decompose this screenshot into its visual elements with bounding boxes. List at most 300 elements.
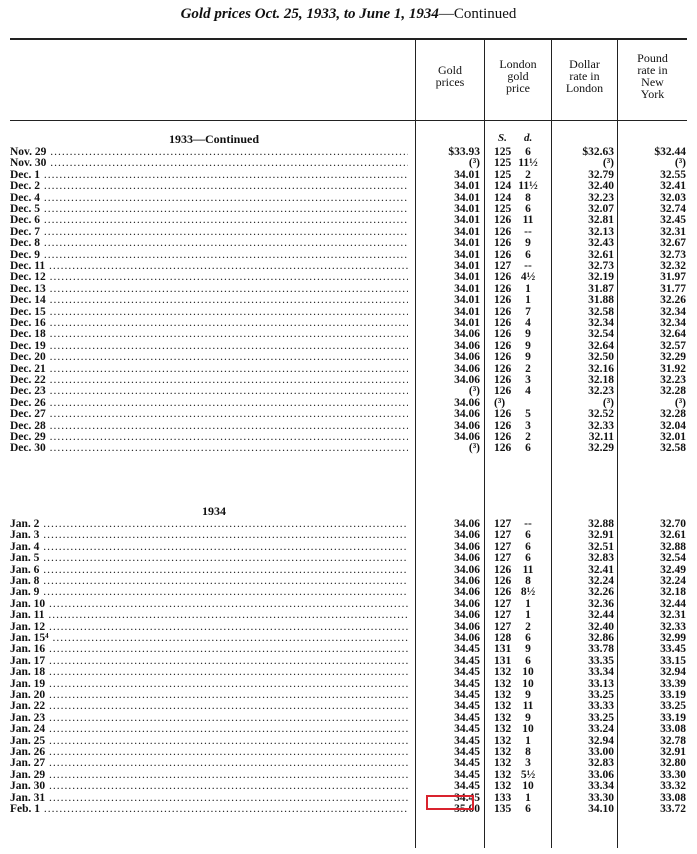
table-row [10,565,687,576]
gold-price-cell: 34.06 [454,597,480,610]
pence-cell: 6 [525,632,531,644]
dollar-rate-cell: 31.87 [588,282,614,295]
pound-rate-cell: 33.08 [660,723,686,736]
row-date: Jan. 30 ..... [10,781,408,792]
pound-rate-cell: 33.19 [660,711,686,724]
dollar-rate-cell: 32.58 [588,305,614,318]
pound-rate-cell: 32.88 [660,540,686,553]
pound-rate-cell: (³) [674,157,686,170]
dollar-rate-cell: 34.10 [588,803,614,815]
gold-price-cell: 34.06 [454,351,480,364]
row-date: Jan. 15⁴ ..... [10,633,408,644]
dollar-rate-cell: 32.86 [588,632,614,644]
pound-rate-cell: 32.57 [660,339,686,352]
dollar-rate-cell: 33.33 [588,700,614,713]
pound-rate-cell: 32.67 [660,237,686,250]
table-row [10,227,687,238]
pence-cell: 8 [525,191,531,204]
pound-rate-cell: 31.92 [660,362,686,375]
gold-price-cell: 34.06 [454,529,480,542]
shillings-cell: 126 [494,385,512,398]
pence-cell: 6 [525,529,531,542]
dollar-rate-cell: 32.51 [588,540,614,553]
title-suffix: —Continued [438,6,517,22]
table-row [10,804,687,815]
dollar-rate-cell: 32.11 [588,431,614,443]
dollar-rate-cell: 32.23 [588,385,614,398]
dollar-rate-cell: 32.16 [588,362,614,375]
pound-rate-cell: 32.04 [660,419,686,432]
pence-cell: -- [524,518,532,530]
gold-price-cell: 34.45 [454,746,480,758]
gold-price-cell: 34.45 [454,711,480,724]
dollar-rate-cell: 32.13 [588,225,614,238]
table-row [10,284,687,295]
pound-rate-cell: 31.77 [660,282,686,295]
pound-rate-cell: 32.34 [660,317,686,329]
shillings-cell: 132 [494,723,512,736]
gold-price-cell: 34.06 [454,339,480,352]
shillings-cell: 132 [494,677,512,690]
pound-rate-cell: 32.91 [660,746,686,758]
pound-rate-cell: 33.32 [660,780,686,793]
gold-price-cell: 34.45 [454,768,480,781]
row-date: Dec. 7 ..... [10,227,408,238]
gold-price-cell: 34.01 [454,214,480,227]
shillings-cell: 124 [494,180,512,193]
pence-cell: 10 [522,780,534,793]
pound-rate-cell: 32.32 [660,260,686,272]
shillings-cell: 132 [494,768,512,781]
table-row [10,329,687,340]
row-date: Jan. 8 ..... [10,576,408,587]
table-row [10,364,687,375]
shillings-cell: 126 [494,317,512,329]
dollar-rate-cell: 33.78 [588,643,614,656]
pound-rate-cell: 32.74 [660,203,686,215]
table-row [10,147,687,158]
pound-rate-cell: 32.78 [660,734,686,747]
dollar-rate-cell: 32.07 [588,203,614,215]
gold-price-cell: 34.06 [454,362,480,375]
dollar-rate-cell: 32.24 [588,575,614,587]
dollar-rate-cell: $32.63 [582,146,614,158]
row-date: Dec. 19 ..... [10,341,408,352]
pound-rate-cell: 32.26 [660,294,686,307]
table-row [10,793,687,804]
row-date: Dec. 22 ..... [10,375,408,386]
pound-rate-cell: 32.29 [660,351,686,364]
dollar-rate-cell: 32.41 [588,563,614,576]
shillings-cell: 132 [494,700,512,713]
row-date: Jan. 23 ..... [10,713,408,724]
pence-cell: 9 [525,689,531,701]
gold-price-cell: 34.01 [454,294,480,307]
gold-price-cell: 34.06 [454,408,480,421]
gold-price-cell: (³) [468,385,480,398]
table-row [10,398,687,409]
shillings-cell: 133 [494,791,512,804]
gold-price-cell: 34.01 [454,317,480,329]
pence-cell: 3 [525,419,531,432]
row-date: Dec. 6 ..... [10,215,408,226]
gold-price-cell: 34.45 [454,643,480,656]
dollar-rate-cell: 32.64 [588,339,614,352]
shillings-cell: 126 [494,271,512,284]
shillings-cell: 132 [494,666,512,679]
pence-cell: 11 [522,563,534,576]
row-date: Dec. 21 ..... [10,364,408,375]
pound-rate-cell: (³) [674,396,686,409]
row-date: Jan. 2 ..... [10,519,408,530]
pound-rate-cell: 33.30 [660,768,686,781]
pence-cell: 3 [525,757,531,770]
row-date: Jan. 17 ..... [10,656,408,667]
gold-price-cell: 34.45 [454,734,480,747]
dollar-rate-cell: 32.61 [588,248,614,261]
dollar-rate-cell: 32.83 [588,757,614,770]
row-date: Dec. 1 ..... [10,170,408,181]
shillings-cell: 126 [494,225,512,238]
table-row [10,432,687,443]
gold-price-cell: 34.01 [454,305,480,318]
row-date: Jan. 26 ..... [10,747,408,758]
table-row [10,307,687,318]
header-gold: Gold prices [435,63,465,89]
header-dollar: Dollar rate in London [565,57,604,95]
gold-price-cell: 34.45 [454,723,480,736]
pence-cell: 11½ [518,157,538,170]
pound-rate-cell: 32.80 [660,757,686,770]
pence-cell: 6 [525,248,531,261]
shillings-cell: 132 [494,757,512,770]
shillings-cell: (³) [494,396,506,409]
gold-price-cell: 34.06 [454,419,480,432]
pence-cell: -- [524,225,532,238]
table-row [10,610,687,621]
row-date: Jan. 3 ..... [10,530,408,541]
highlight-box [426,795,474,810]
dollar-rate-cell: 33.24 [588,723,614,736]
section-label-1933: 1933—Continued [168,132,260,146]
table-row [10,238,687,249]
dollar-rate-cell: 32.19 [588,271,614,284]
row-date: Dec. 30 ..... [10,443,408,454]
pound-rate-cell: 32.49 [660,563,686,576]
pence-cell: 1 [525,294,531,307]
pence-cell: 5½ [520,768,536,781]
table-row [10,770,687,781]
dollar-rate-cell: 32.81 [588,214,614,227]
pence-cell: 6 [525,552,531,565]
table-row [10,250,687,261]
row-date: Dec. 11 ..... [10,261,408,272]
dollar-rate-cell: 33.34 [588,666,614,679]
shillings-cell: 131 [494,643,512,656]
shillings-cell: 132 [494,780,512,793]
dollar-rate-cell: 32.44 [588,609,614,622]
pence-cell: 8 [525,575,531,587]
row-date: Jan. 29 ..... [10,770,408,781]
shillings-cell: 126 [494,282,512,295]
table-row [10,204,687,215]
table-row [10,341,687,352]
row-date: Jan. 24 ..... [10,724,408,735]
pence-cell: 6 [525,146,531,158]
row-date: Dec. 12 ..... [10,272,408,283]
row-date: Dec. 13 ..... [10,284,408,295]
row-date: Jan. 27 ..... [10,758,408,769]
shillings-cell: 126 [494,339,512,352]
pence-cell: 9 [525,237,531,250]
pence-cell: 1 [525,597,531,610]
pence-label: d. [524,132,533,144]
pence-cell: 1 [525,791,531,804]
pound-rate-cell: 32.45 [660,214,686,227]
pence-cell: 9 [525,711,531,724]
title-main: Gold prices Oct. 25, 1933, to June 1, 1934 [180,6,439,22]
pence-cell: 6 [525,803,531,815]
pence-cell: 11 [522,214,534,227]
gold-price-cell: 34.01 [454,271,480,284]
pence-cell: 4 [525,385,531,398]
pound-rate-cell: 32.61 [660,529,686,542]
table-row [10,633,687,644]
header-rule [10,120,687,121]
header-london: London gold price [499,57,537,95]
row-date: Dec. 15 ..... [10,307,408,318]
table-row [10,272,687,283]
shillings-cell: 126 [494,214,512,227]
dollar-rate-cell: 31.88 [588,294,614,307]
pound-rate-cell: $32.44 [654,146,686,158]
pence-cell: 1 [525,282,531,295]
dollar-rate-cell: 32.83 [588,552,614,565]
table-row [10,409,687,420]
gold-price-cell: 34.06 [454,374,480,386]
row-date: Dec. 4 ..... [10,193,408,204]
gold-price-cell: 34.45 [454,677,480,690]
shillings-cell: 126 [494,374,512,386]
shillings-cell: 127 [494,552,512,565]
table-row [10,530,687,541]
gold-price-cell: 34.06 [454,540,480,553]
gold-price-cell: 34.06 [454,632,480,644]
table-row [10,781,687,792]
dollar-rate-cell: 33.25 [588,711,614,724]
pence-cell: 10 [522,723,534,736]
dollar-rate-cell: 33.34 [588,780,614,793]
table-row [10,519,687,530]
pound-rate-cell: 33.72 [660,803,686,815]
row-date: Jan. 11 ..... [10,610,408,621]
dollar-rate-cell: 32.40 [588,620,614,633]
pound-rate-cell: 33.15 [660,654,686,667]
shillings-cell: 132 [494,734,512,747]
dollar-rate-cell: 33.35 [588,654,614,667]
table-row [10,599,687,610]
shillings-cell: 126 [494,351,512,364]
page-title [0,6,697,23]
pound-rate-cell: 32.28 [660,385,686,398]
gold-price-cell: 34.06 [454,396,480,409]
shillings-cell: 127 [494,540,512,553]
pence-cell: 6 [525,442,531,455]
row-date: Jan. 5 ..... [10,553,408,564]
table-row [10,386,687,397]
table-row [10,747,687,758]
gold-price-cell: 34.01 [454,191,480,204]
pound-rate-cell: 33.08 [660,791,686,804]
row-date: Jan. 12 ..... [10,622,408,633]
row-date: Jan. 16 ..... [10,644,408,655]
row-date: Dec. 26 ..... [10,398,408,409]
table-row [10,701,687,712]
gold-price-cell: 34.45 [454,654,480,667]
table-row [10,421,687,432]
table-row [10,736,687,747]
gold-price-cell: 34.06 [454,586,480,599]
table-row [10,542,687,553]
dollar-rate-cell: 32.33 [588,419,614,432]
dollar-rate-cell: 32.26 [588,586,614,599]
table-row [10,758,687,769]
shillings-cell: 126 [494,237,512,250]
row-date: Dec. 27 ..... [10,409,408,420]
pence-cell: 3 [525,374,531,386]
shillings-cell: 126 [494,586,512,599]
pence-cell: 6 [525,654,531,667]
row-date: Jan. 31 ..... [10,793,408,804]
shillings-cell: 132 [494,689,512,701]
pound-rate-cell: 32.24 [660,575,686,587]
row-date: Jan. 25 ..... [10,736,408,747]
shillings-cell: 127 [494,609,512,622]
pound-rate-cell: 32.01 [660,431,686,443]
gold-price-cell: 34.01 [454,168,480,181]
row-date: Feb. 1 ..... [10,804,408,815]
table-row [10,576,687,587]
table-row [10,690,687,701]
pence-cell: 2 [525,168,531,181]
table-row [10,679,687,690]
dollar-rate-cell: 32.94 [588,734,614,747]
shillings-cell: 127 [494,597,512,610]
gold-price-cell: 34.01 [454,260,480,272]
shillings-cell: 126 [494,328,512,341]
table-row [10,667,687,678]
table-row [10,352,687,363]
row-date: Dec. 18 ..... [10,329,408,340]
gold-price-cell: 34.45 [454,666,480,679]
table-row [10,215,687,226]
dollar-rate-cell: 32.18 [588,374,614,386]
table-row [10,724,687,735]
gold-price-cell: (³) [468,442,480,455]
row-date: Jan. 4 ..... [10,542,408,553]
pound-rate-cell: 32.28 [660,408,686,421]
shillings-cell: 125 [494,203,512,215]
pence-cell: 9 [525,643,531,656]
pound-rate-cell: 32.70 [660,518,686,530]
table-row [10,181,687,192]
dollar-rate-cell: 32.79 [588,168,614,181]
table-row [10,375,687,386]
gold-price-cell: 34.45 [454,700,480,713]
dollar-rate-cell: 32.54 [588,328,614,341]
pound-rate-cell: 32.44 [660,597,686,610]
shillings-cell: 126 [494,408,512,421]
shillings-cell: 126 [494,305,512,318]
pence-cell: 4 [525,317,531,329]
pence-cell: 5 [525,408,531,421]
row-date: Jan. 6 ..... [10,565,408,576]
pound-rate-cell: 32.41 [660,180,686,193]
shillings-label: S. [498,132,507,144]
shillings-cell: 127 [494,518,512,530]
pence-cell: 9 [525,339,531,352]
row-date: Nov. 29 ..... [10,147,408,158]
header-pound: Pound rate in New York [637,51,668,101]
pound-rate-cell: 32.64 [660,328,686,341]
gold-price-cell: $33.93 [448,146,480,158]
shillings-cell: 126 [494,248,512,261]
dollar-rate-cell: 33.00 [588,746,614,758]
gold-price-cell: 34.06 [454,552,480,565]
row-date: Jan. 20 ..... [10,690,408,701]
dollar-rate-cell: 33.25 [588,689,614,701]
dollar-rate-cell: 33.30 [588,791,614,804]
table-row [10,553,687,564]
dollar-rate-cell: (³) [602,157,614,170]
table-row [10,158,687,169]
dollar-rate-cell: 32.88 [588,518,614,530]
gold-price-cell: (³) [468,157,480,170]
gold-price-cell: 34.01 [454,237,480,250]
pence-cell: 1 [525,734,531,747]
table-row [10,622,687,633]
pence-cell: 2 [525,431,531,443]
row-date: Jan. 19 ..... [10,679,408,690]
row-date: Dec. 8 ..... [10,238,408,249]
pence-cell: 2 [525,362,531,375]
pound-rate-cell: 33.25 [660,700,686,713]
pence-cell: 9 [525,328,531,341]
shillings-cell: 125 [494,146,512,158]
row-date: Dec. 14 ..... [10,295,408,306]
pound-rate-cell: 31.97 [660,271,686,284]
pence-cell: 11½ [518,180,538,193]
pence-cell: 10 [522,677,534,690]
shillings-cell: 128 [494,632,512,644]
pound-rate-cell: 32.55 [660,168,686,181]
dollar-rate-cell: 32.40 [588,180,614,193]
shillings-cell: 126 [494,575,512,587]
gold-price-cell: 34.01 [454,248,480,261]
pound-rate-cell: 32.94 [660,666,686,679]
shillings-cell: 135 [494,803,512,815]
shillings-cell: 126 [494,362,512,375]
shillings-cell: 126 [494,442,512,455]
pound-rate-cell: 33.45 [660,643,686,656]
shillings-cell: 126 [494,294,512,307]
dollar-rate-cell: 32.43 [588,237,614,250]
pence-cell: 4½ [520,271,536,284]
dollar-rate-cell: 32.23 [588,191,614,204]
pound-rate-cell: 32.23 [660,374,686,386]
pound-rate-cell: 32.34 [660,305,686,318]
pound-rate-cell: 32.33 [660,620,686,633]
